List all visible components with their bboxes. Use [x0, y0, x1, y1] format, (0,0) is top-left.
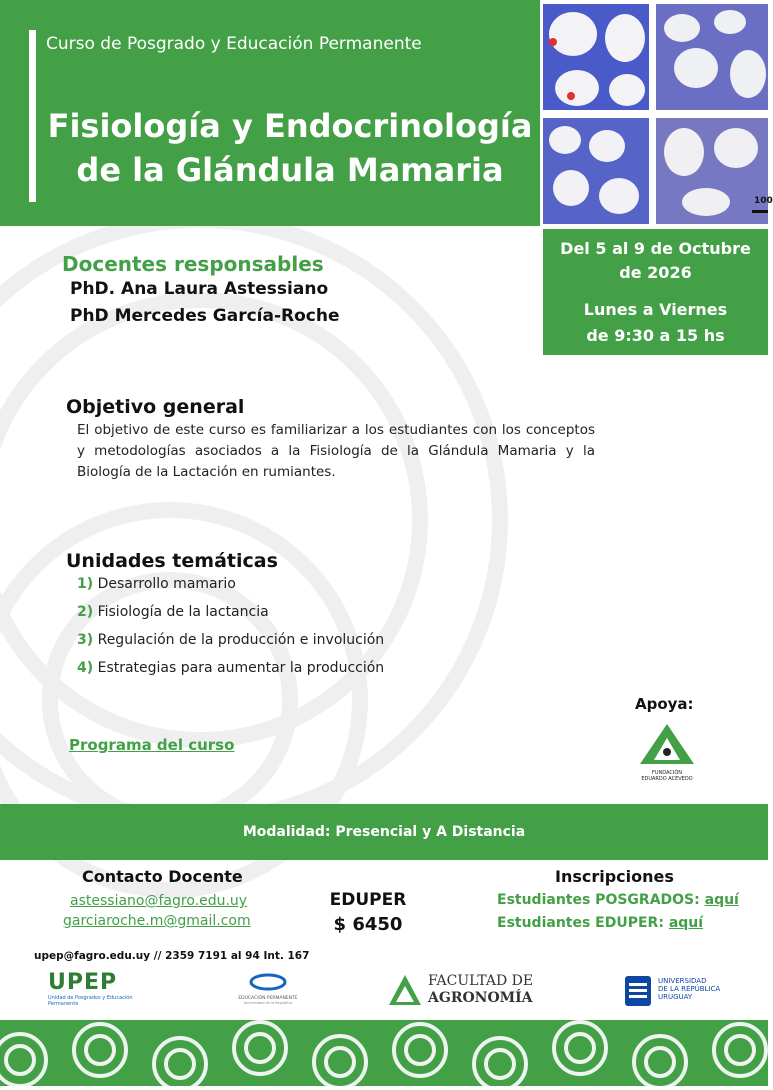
course-type-subtitle: Curso de Posgrado y Educación Permanente: [46, 34, 422, 54]
unidad-num-2: 2): [77, 604, 94, 620]
objetivo-heading: Objetivo general: [66, 396, 245, 418]
precio-amount: $ 6450: [333, 914, 403, 935]
header-accent-bar: [29, 30, 36, 202]
upep-logo: [48, 970, 138, 1010]
histology-image-1: [543, 4, 649, 110]
programa-del-curso-link[interactable]: Programa del curso: [69, 736, 235, 754]
footer-pattern-band: [0, 1020, 768, 1086]
unidad-item-1: [77, 576, 236, 592]
fundacion-logo-text: [636, 770, 698, 782]
docente-name-2: PhD Mercedes García-Roche: [70, 306, 340, 326]
course-dates: [543, 237, 768, 285]
educacion-permanente-text: EDUCACIÓN PERMANENTE: [238, 996, 298, 1001]
udelar-shield-icon: [624, 975, 652, 1007]
course-title-line1: Fisiología y Endocrinología: [47, 107, 533, 145]
upep-logo-subtext: Unidad de Posgrados y Educación Permanente: [48, 995, 133, 1007]
course-title: [40, 104, 540, 192]
unidad-num-1: 1): [77, 576, 94, 592]
fundacion-logo-text-1: FUNDACIÓN: [651, 770, 682, 776]
unidad-label-1: Desarrollo mamario: [97, 576, 236, 592]
agronomia-triangle-icon: [388, 974, 422, 1006]
unidad-label-4: Estrategias para aumentar la producción: [97, 660, 385, 676]
precio-label: EDUPER: [329, 890, 407, 910]
facultad-agronomia-logo: [388, 972, 548, 1008]
educacion-permanente-swoosh-icon: [248, 972, 288, 992]
schedule-box: [543, 229, 768, 355]
facultad-text-2: AGRONOMÍA: [428, 990, 533, 1006]
contact-email-2[interactable]: garciaroche.m@gmail.com: [63, 913, 251, 929]
docente-name-1: PhD. Ana Laura Astessiano: [70, 279, 329, 299]
histology-image-4: [656, 118, 773, 224]
contacto-heading: Contacto Docente: [82, 867, 243, 886]
histology-image-3: [543, 118, 649, 224]
hours-line2: de 9:30 a 15 hs: [586, 326, 725, 345]
upep-contact-line: upep@fagro.edu.uy // 2359 7191 al 94 Int. 167: [34, 950, 310, 962]
upep-logo-text: UPEP: [48, 970, 118, 995]
facultad-text-1: FACULTAD DE: [428, 973, 534, 989]
unidad-item-2: [77, 604, 269, 620]
inscripcion-eduper-link[interactable]: aquí: [668, 915, 704, 931]
course-title-line2: de la Glándula Mamaria: [76, 151, 504, 189]
udelar-logo: [624, 975, 734, 1007]
udelar-text-1: UNIVERSIDAD: [658, 977, 707, 985]
footer-ring-pattern: [0, 1020, 768, 1086]
inscripcion-posgrado-link[interactable]: aquí: [704, 892, 739, 908]
udelar-text: [658, 977, 720, 1001]
fundacion-eduardo-acevedo-logo: [636, 722, 698, 784]
unidad-num-4: 4): [77, 660, 94, 676]
docentes-heading: Docentes responsables: [62, 252, 324, 276]
unidades-heading: Unidades temáticas: [66, 550, 278, 572]
educacion-permanente-subtext: Universidad de la República: [243, 1001, 293, 1005]
scale-bar-label: 100: [754, 196, 773, 206]
apoya-label: Apoya:: [635, 695, 694, 713]
inscripcion-posgrado-label: Estudiantes POSGRADOS:: [497, 892, 700, 908]
histology-image-2: [656, 4, 768, 110]
unidad-item-4: [77, 660, 384, 676]
inscripcion-eduper-label: Estudiantes EDUPER:: [497, 915, 664, 931]
fundacion-triangle-icon: [636, 722, 698, 766]
inscripcion-posgrado-row: [497, 892, 739, 908]
udelar-text-3: URUGUAY: [658, 993, 693, 1001]
dates-line2: de 2026: [619, 263, 692, 282]
unidad-num-3: 3): [77, 632, 94, 648]
unidad-item-3: [77, 632, 384, 648]
course-hours: [543, 297, 768, 349]
inscripcion-eduper-row: [497, 915, 703, 931]
fundacion-logo-text-2: EDUARDO ACEVEDO: [641, 776, 693, 782]
unidad-label-3: Regulación de la producción e involución: [97, 632, 385, 648]
modalidad-band: Modalidad: Presencial y A Distancia: [0, 804, 768, 860]
inscripciones-heading: Inscripciones: [555, 867, 674, 886]
contact-email-1[interactable]: astessiano@fagro.edu.uy: [70, 893, 248, 909]
educacion-permanente-logo: [226, 972, 310, 1012]
objetivo-text: El objetivo de este curso es familiarizar a los estudiantes con los conceptos y metodologías asociados a la Fisiología de la Glándula Mamaria y la Biología de la Lactación en rumiantes.: [77, 422, 595, 480]
unidad-label-2: Fisiología de la lactancia: [97, 604, 269, 620]
udelar-text-2: DE LA REPÚBLICA: [658, 985, 721, 993]
days-line1: Lunes a Viernes: [583, 300, 728, 319]
dates-line1: Del 5 al 9 de Octubre: [560, 239, 751, 258]
